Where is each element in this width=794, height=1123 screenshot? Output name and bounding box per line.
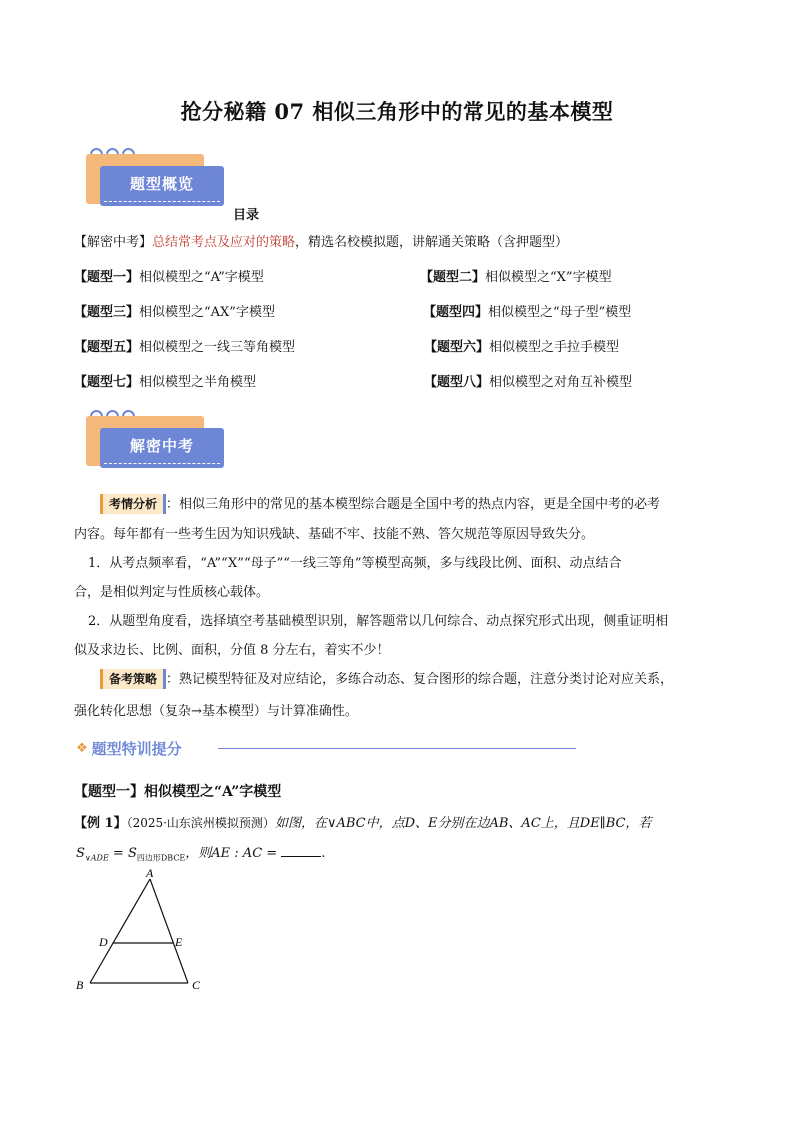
label-a: A	[146, 866, 154, 880]
analysis-point2a: 2．从题型角度看，选择填空考基础模型识别，解答题常以几何综合、动点探究形式出现，侧重证明相	[88, 614, 669, 629]
strategy-line1: 备考策略 ：熟记模型特征及对应结论，多练合动态、复合图形的综合题，注意分类讨论对应关系，	[100, 665, 740, 695]
diamond-icon: ❖	[76, 741, 88, 756]
type1-heading: 【题型一】相似模型之“A”字模型	[74, 784, 282, 800]
decode-highlight: 总结常考点及应对的策略	[152, 235, 296, 250]
analysis-line2: 内容。每年都有一些考生因为知识残缺、基础不牢、技能不熟、答欠规范等原因导致失分。	[74, 527, 595, 542]
type-item[interactable]: 【题型七】相似模型之半角模型	[74, 375, 257, 390]
decode-line	[74, 231, 568, 250]
label-d: D	[99, 935, 108, 949]
type-item[interactable]: 【题型四】相似模型之“母子型”模型	[423, 305, 632, 320]
badge-label: 题型概览	[129, 175, 194, 193]
section-header	[76, 738, 182, 759]
answer-blank[interactable]	[281, 856, 321, 857]
example1-line2: $S_{\vee ADE} = S_{四边形DBCE}$，则AE : AC = .	[76, 846, 326, 863]
side-ac	[150, 879, 188, 983]
catalog-label: 目录	[233, 208, 260, 223]
triangle-figure	[70, 865, 210, 1000]
analysis-point1a: 1．从考点频率看，“A”“X”“母子”“一线三等角”等模型高频，多与线段比例、面积、动点结合	[88, 556, 622, 571]
type-item[interactable]: 【题型六】相似模型之手拉手模型	[424, 340, 620, 355]
type-item[interactable]: 【题型五】相似模型之一线三等角模型	[74, 340, 296, 355]
type-item[interactable]: 【题型三】相似模型之“AX”字模型	[74, 305, 275, 320]
label-e: E	[175, 935, 183, 949]
side-ab	[90, 879, 150, 983]
type-item[interactable]: 【题型一】相似模型之“A”字模型	[74, 270, 264, 285]
badge-label: 解密中考	[129, 437, 194, 455]
type-item[interactable]: 【题型八】相似模型之对角互补模型	[424, 375, 633, 390]
label-c: C	[192, 978, 201, 992]
strategy-line2: 强化转化思想（复杂→基本模型）与计算准确性。	[74, 704, 358, 719]
decode-badge	[78, 408, 228, 480]
analysis-line1: 考情分析 ：相似三角形中的常见的基本模型综合题是全国中考的热点内容，更是全国中考的必考	[100, 490, 740, 520]
overview-badge	[78, 146, 228, 218]
label-b: B	[76, 978, 84, 992]
page-title: 抢分秘籍 07 相似三角形中的常见的基本模型	[180, 99, 614, 124]
section-divider	[218, 748, 576, 749]
strategy-tag: 备考策略	[100, 669, 166, 689]
type-item[interactable]: 【题型二】相似模型之“X”字模型	[420, 270, 612, 285]
section-title: 题型特训提分	[91, 740, 182, 758]
badge-front	[100, 166, 224, 206]
analysis-point1b: 合，是相似判定与性质核心载体。	[74, 585, 270, 600]
decode-prefix: 【解密中考】	[74, 235, 153, 250]
badge-front	[100, 428, 224, 468]
analysis-point2b: 似及求边长、比例、面积，分值 8 分左右，着实不少！	[74, 643, 390, 658]
decode-suffix: ，精选名校模拟题，讲解通关策略（含押题型）	[295, 235, 569, 250]
analysis-tag: 考情分析	[100, 494, 166, 514]
example1-line1: 【例 1】（2025·山东滨州模拟预测）如图，在∨ABC中，点D、E分别在边AB、AC上，且DE∥BC，若	[74, 816, 652, 831]
